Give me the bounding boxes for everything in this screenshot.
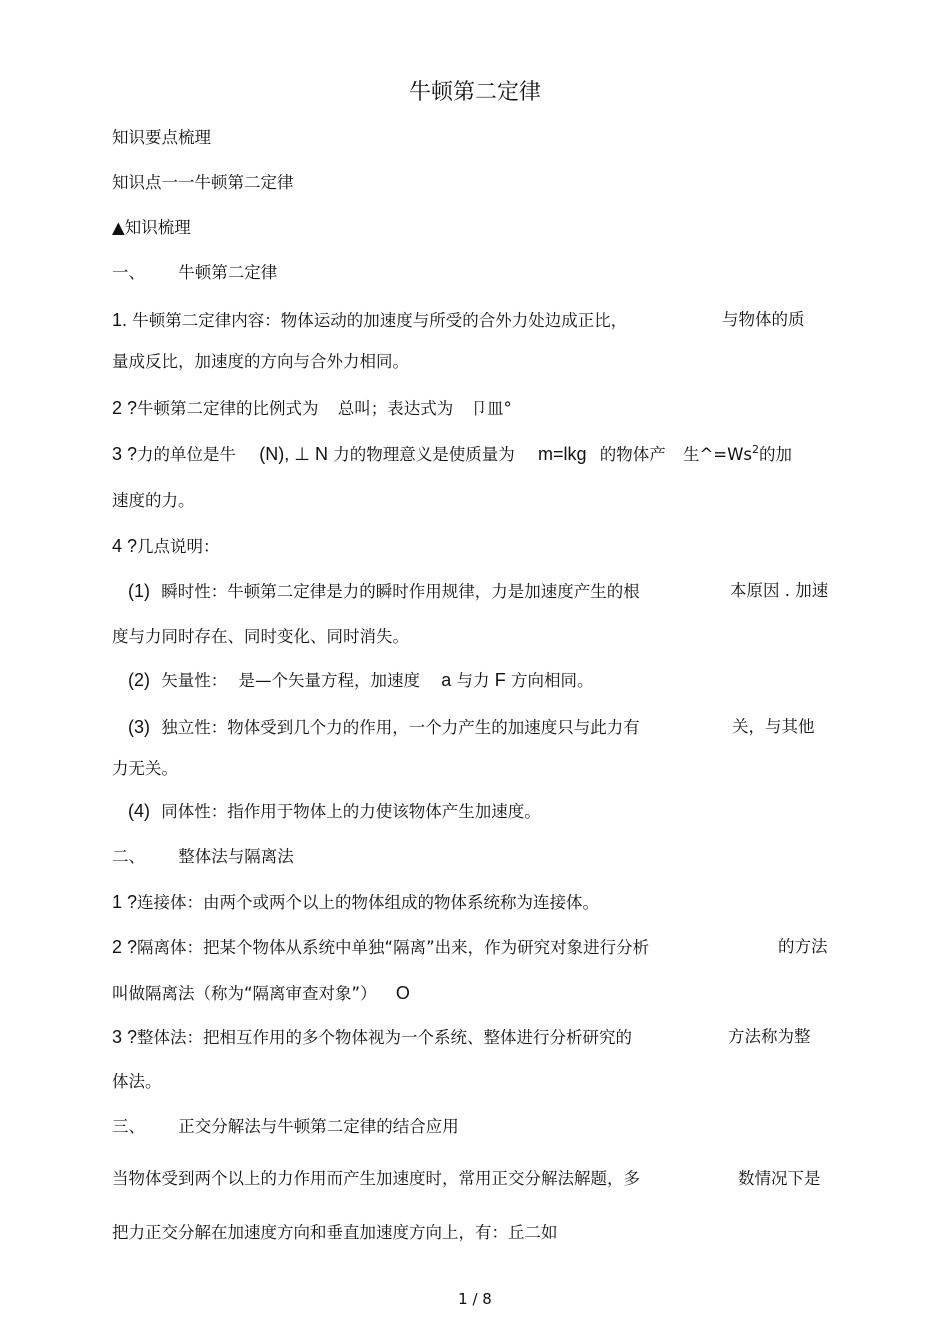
section-2-paragraph-2-right: 的方法 <box>778 937 828 956</box>
section-3-heading <box>112 1117 459 1137</box>
paragraph-number: 1 ? <box>112 892 138 912</box>
list-number: (2) <box>128 670 150 690</box>
paragraph-4 <box>112 536 220 557</box>
paragraph-number: 1. <box>112 310 128 330</box>
paragraph-text: 力的物理意义是使质量为 <box>333 445 515 464</box>
list-item-3-continuation: 力无关。 <box>112 759 178 778</box>
paragraph-1 <box>112 310 627 331</box>
paragraph-text: 连接体：由两个或两个以上的物体组成的物体系统称为连接体。 <box>137 893 600 912</box>
section-3-paragraph-1-right: 数情况下是 <box>738 1169 821 1188</box>
paragraph-text: 整体法：把相互作用的多个物体视为一个系统、整体进行分析研究的 <box>137 1028 633 1047</box>
proportional-formula: 总叫；表达式为 <box>337 399 454 418</box>
list-number: (4) <box>128 801 150 821</box>
paragraph-number: 3 ? <box>112 444 138 464</box>
list-text: 是—个矢量方程，加速度 <box>238 671 420 690</box>
heading-key-points: 知识要点梳理 <box>112 128 211 147</box>
heading-knowledge-point-1: 知识点一一牛顿第二定律 <box>112 173 294 192</box>
list-text: 同体性：指作用于物体上的力使该物体产生加速度。 <box>161 802 541 821</box>
section-title: 正交分解法与牛顿第二定律的结合应用 <box>178 1117 459 1136</box>
section-2-paragraph-3 <box>112 1027 632 1048</box>
list-text: 瞬时性：牛顿第二定律是力的瞬时作用规律，力是加速度产生的根 <box>161 582 640 601</box>
list-item-1-right: 本原因 . 加速 <box>730 581 829 600</box>
list-text: 独立性：物体受到几个力的作用，一个力产生的加速度只与此力有 <box>161 718 640 737</box>
section-1-heading <box>112 263 277 283</box>
paragraph-text: 牛顿第二定律的比例式为 <box>137 399 319 418</box>
section-3-paragraph-1: 当物体受到两个以上的力作用而产生加速度时，常用正交分解法解题，多 <box>112 1169 640 1188</box>
page-number: 1 / 8 <box>458 1290 492 1308</box>
paragraph-1-right: 与物体的质 <box>722 310 805 329</box>
list-item-2 <box>128 670 594 691</box>
section-2-paragraph-3-right: 方法称为整 <box>728 1027 811 1046</box>
symbol-a: a <box>441 670 452 690</box>
list-number: (1) <box>128 581 150 601</box>
circle-mark: O <box>395 983 410 1003</box>
section-3-paragraph-2: 把力正交分解在加速度方向和垂直加速度方向上，有：丘二如 <box>112 1223 558 1242</box>
list-number: (3) <box>128 717 150 737</box>
paragraph-text: 隔离体：把某个物体从系统中单独“隔离”出来，作为研究对象进行分析 <box>137 938 650 957</box>
section-number: 二、 <box>112 847 145 866</box>
heading-knowledge-review: ▲知识梳理 <box>112 218 191 237</box>
acceleration-value: 生^=Ws <box>682 445 753 464</box>
section-title: 牛顿第二定律 <box>178 263 278 282</box>
paragraph-text: 牛顿第二定律内容：物体运动的加速度与所受的合外力处边成正比， <box>132 311 628 330</box>
section-title: 整体法与隔离法 <box>178 847 294 866</box>
list-item-1-continuation: 度与力同时存在、同时变化、同时消失。 <box>112 627 409 646</box>
section-2-heading <box>112 847 294 867</box>
list-text: 与力 <box>456 671 490 690</box>
paragraph-number: 2 ? <box>112 398 138 418</box>
section-2-paragraph-3-continuation: 体法。 <box>112 1072 162 1091</box>
paragraph-number: 4 ? <box>112 536 138 556</box>
symbol-f: F <box>494 670 506 690</box>
section-2-paragraph-1 <box>112 892 599 913</box>
unit-newton: (N), ⊥ N <box>259 444 328 464</box>
paragraph-text: 的物体产 <box>599 445 666 464</box>
paragraph-3-continuation: 速度的力。 <box>112 491 195 510</box>
paragraph-3 <box>112 444 792 465</box>
mass-value: m=lkg <box>537 444 587 464</box>
section-number: 三、 <box>112 1117 145 1136</box>
expression-formula: 卩皿° <box>470 399 512 418</box>
paragraph-number: 3 ? <box>112 1027 138 1047</box>
list-text: 矢量性： <box>161 671 228 690</box>
section-2-paragraph-2-continuation <box>112 983 410 1004</box>
list-item-1 <box>128 581 640 602</box>
section-2-paragraph-2 <box>112 937 649 958</box>
superscript: 2 <box>752 443 760 456</box>
list-text: 方向相同。 <box>511 671 594 690</box>
paragraph-text: 力的单位是牛 <box>137 445 237 464</box>
list-item-4 <box>128 801 541 822</box>
document-title: 牛顿第二定律 <box>408 80 541 105</box>
paragraph-1-continuation: 量成反比，加速度的方向与合外力相同。 <box>112 352 409 371</box>
paragraph-text: 叫做隔离法（称为“隔离审查对象”） <box>112 984 377 1003</box>
list-item-3 <box>128 717 640 738</box>
paragraph-text: 几点说明： <box>137 537 220 556</box>
paragraph-text: 的加 <box>759 445 793 464</box>
paragraph-2 <box>112 398 512 419</box>
section-number: 一、 <box>112 263 145 282</box>
paragraph-number: 2 ? <box>112 937 138 957</box>
list-item-3-right: 关，与其他 <box>732 717 815 736</box>
